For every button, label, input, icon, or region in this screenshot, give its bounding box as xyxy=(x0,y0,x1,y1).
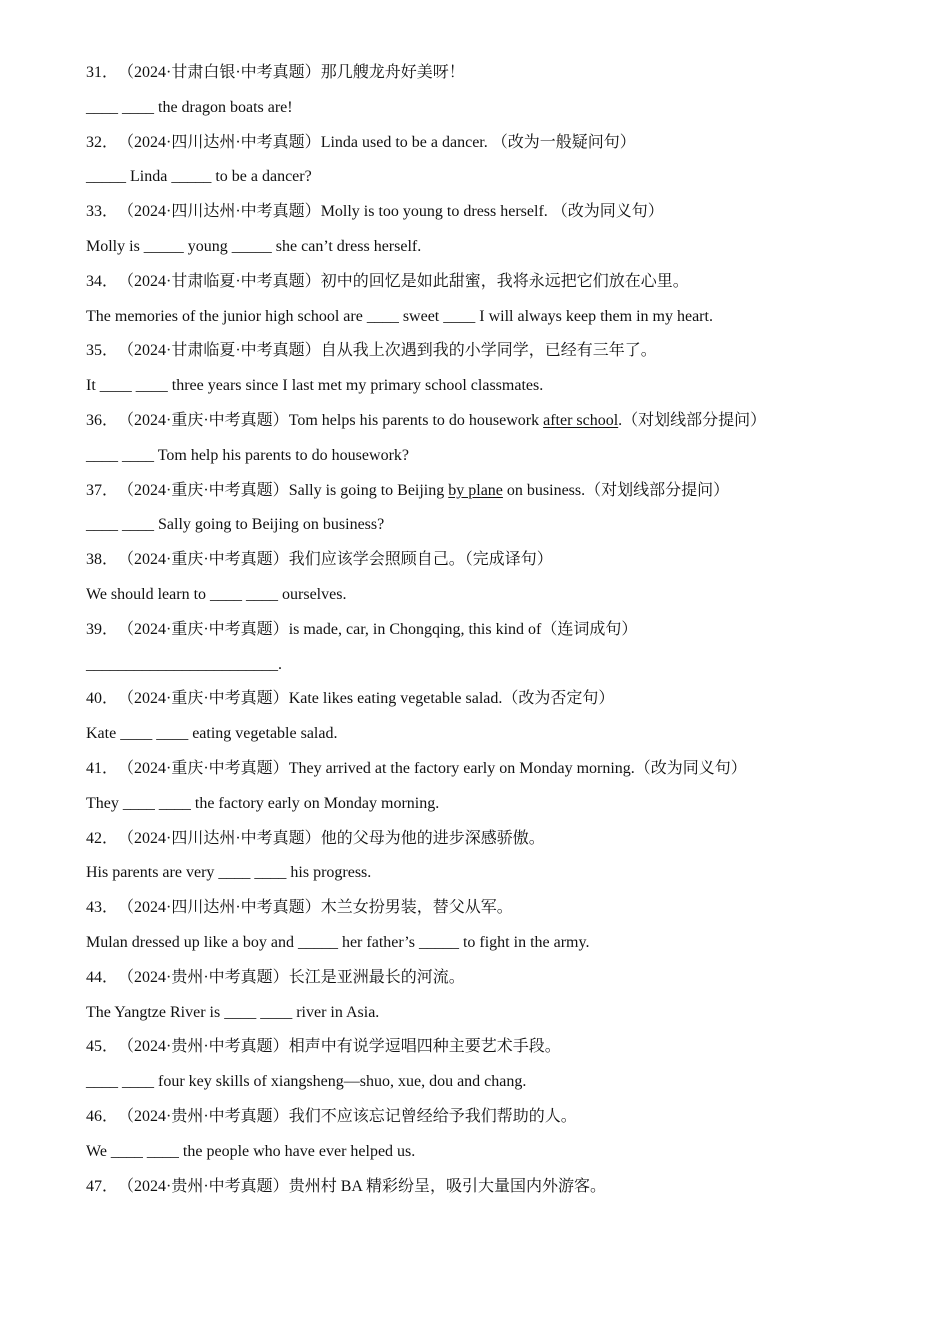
underlined-phrase: by plane xyxy=(448,481,503,499)
question-prompt-line xyxy=(86,268,906,303)
question-source: （2024·重庆·中考真题） xyxy=(118,551,289,569)
question-number: 39． xyxy=(86,620,119,638)
question-text: Molly is too young to dress herself. （改为同义句） xyxy=(320,203,664,221)
answer-line: _____ Linda _____ to be a dancer? xyxy=(86,168,312,186)
question-text: 长江是亚洲最长的河流。 xyxy=(288,968,465,986)
question-text: Linda used to be a dancer. （改为一般疑问句） xyxy=(320,133,636,151)
question-prompt-line xyxy=(86,198,906,233)
question-prompt-line xyxy=(86,685,906,720)
question-text: is made, car, in Chongqing, this kind of（连词成句） xyxy=(288,620,638,638)
question-text: 自从我上次遇到我的小学同学，已经有三年了。 xyxy=(320,342,657,360)
question-prompt-line xyxy=(86,964,906,999)
answer-line: We should learn to ____ ____ ourselves. xyxy=(86,585,347,603)
question-source: （2024·贵州·中考真题） xyxy=(118,1107,289,1125)
question-prompt-line xyxy=(86,129,906,164)
question-text: on business.（对划线部分提问） xyxy=(502,481,730,499)
question-prompt-line xyxy=(86,59,906,94)
question-text: 相声中有说学逗唱四种主要艺术手段。 xyxy=(288,1038,561,1056)
question-text: 他的父母为他的进步深感骄傲。 xyxy=(320,829,545,847)
question-source: （2024·甘肃临夏·中考真题） xyxy=(118,272,321,290)
question-source: （2024·贵州·中考真题） xyxy=(118,968,289,986)
question-number: 36． xyxy=(86,411,119,429)
underlined-phrase: after school xyxy=(543,411,619,429)
question-source: （2024·四川达州·中考真题） xyxy=(118,899,321,917)
question-number: 38． xyxy=(86,551,119,569)
question-source: （2024·四川达州·中考真题） xyxy=(118,829,321,847)
answer-line: His parents are very ____ ____ his progress. xyxy=(86,864,372,882)
question-number: 47． xyxy=(86,1177,119,1195)
question-text: 贵州村 BA 精彩纷呈，吸引大量国内外游客。 xyxy=(288,1177,607,1195)
question-text: 初中的回忆是如此甜蜜，我将永远把它们放在心里。 xyxy=(320,272,689,290)
question-text: Sally is going to Beijing xyxy=(288,481,449,499)
question-text: .（对划线部分提问） xyxy=(618,411,767,429)
question-source: （2024·重庆·中考真题） xyxy=(118,690,289,708)
question-number: 37． xyxy=(86,481,119,499)
question-prompt-line xyxy=(86,407,906,442)
question-prompt-line xyxy=(86,894,906,929)
question-number: 32． xyxy=(86,133,119,151)
question-prompt-line xyxy=(86,546,906,581)
question-prompt-line xyxy=(86,1173,906,1208)
answer-line: The Yangtze River is ____ ____ river in Asia. xyxy=(86,1003,380,1021)
question-source: （2024·甘肃白银·中考真题） xyxy=(118,64,321,81)
answer-line: ________________________. xyxy=(86,655,282,673)
question-text: 我们不应该忘记曾经给予我们帮助的人。 xyxy=(288,1107,577,1125)
answer-line: Mulan dressed up like a boy and _____ her father’s _____ to fight in the army. xyxy=(86,933,590,951)
question-source: （2024·四川达州·中考真题） xyxy=(118,133,321,151)
question-text: They arrived at the factory early on Monday morning.（改为同义句） xyxy=(288,759,747,777)
question-list xyxy=(86,59,906,1207)
answer-line: We ____ ____ the people who have ever helped us. xyxy=(86,1142,416,1160)
question-number: 42． xyxy=(86,829,119,847)
answer-line: Kate ____ ____ eating vegetable salad. xyxy=(86,725,338,743)
question-source: （2024·贵州·中考真题） xyxy=(118,1177,289,1195)
question-prompt-line xyxy=(86,755,906,790)
question-source: （2024·重庆·中考真题） xyxy=(118,759,289,777)
question-text: 木兰女扮男装，替父从军。 xyxy=(320,899,513,917)
question-text: 我们应该学会照顾自己。（完成译句） xyxy=(288,551,553,569)
answer-line: It ____ ____ three years since I last met my primary school classmates. xyxy=(86,377,544,395)
question-number: 43． xyxy=(86,899,119,917)
question-source: （2024·甘肃临夏·中考真题） xyxy=(118,342,321,360)
question-number: 35． xyxy=(86,342,119,360)
answer-line: ____ ____ the dragon boats are! xyxy=(86,98,293,116)
question-prompt-line xyxy=(86,337,906,372)
question-text: Tom helps his parents to do housework xyxy=(288,411,544,429)
question-number: 40． xyxy=(86,690,119,708)
answer-line: ____ ____ Sally going to Beijing on business? xyxy=(86,516,385,534)
question-number: 33． xyxy=(86,203,119,221)
answer-line: The memories of the junior high school are ____ sweet ____ I will always keep them in my heart. xyxy=(86,307,713,325)
question-text: Kate likes eating vegetable salad.（改为否定句） xyxy=(288,690,615,708)
question-prompt-line xyxy=(86,477,906,512)
answer-line: They ____ ____ the factory early on Monday morning. xyxy=(86,794,440,812)
question-number: 46． xyxy=(86,1107,119,1125)
question-source: （2024·重庆·中考真题） xyxy=(118,620,289,638)
answer-line: ____ ____ Tom help his parents to do housework? xyxy=(86,446,409,464)
question-number: 34． xyxy=(86,272,119,290)
question-source: （2024·贵州·中考真题） xyxy=(118,1038,289,1056)
question-source: （2024·重庆·中考真题） xyxy=(118,411,289,429)
question-prompt-line xyxy=(86,616,906,651)
question-number: 44． xyxy=(86,968,119,986)
question-number: 31． xyxy=(86,64,119,81)
question-prompt-line xyxy=(86,1033,906,1068)
question-text: 那几艘龙舟好美呀！ xyxy=(320,64,465,81)
question-source: （2024·重庆·中考真题） xyxy=(118,481,289,499)
question-source: （2024·四川达州·中考真题） xyxy=(118,203,321,221)
question-number: 45． xyxy=(86,1038,119,1056)
question-prompt-line xyxy=(86,825,906,860)
question-number: 41． xyxy=(86,759,119,777)
answer-line: ____ ____ four key skills of xiangsheng—shuo, xue, dou and chang. xyxy=(86,1073,527,1091)
answer-line: Molly is _____ young _____ she can’t dress herself. xyxy=(86,237,422,255)
question-prompt-line xyxy=(86,1103,906,1138)
